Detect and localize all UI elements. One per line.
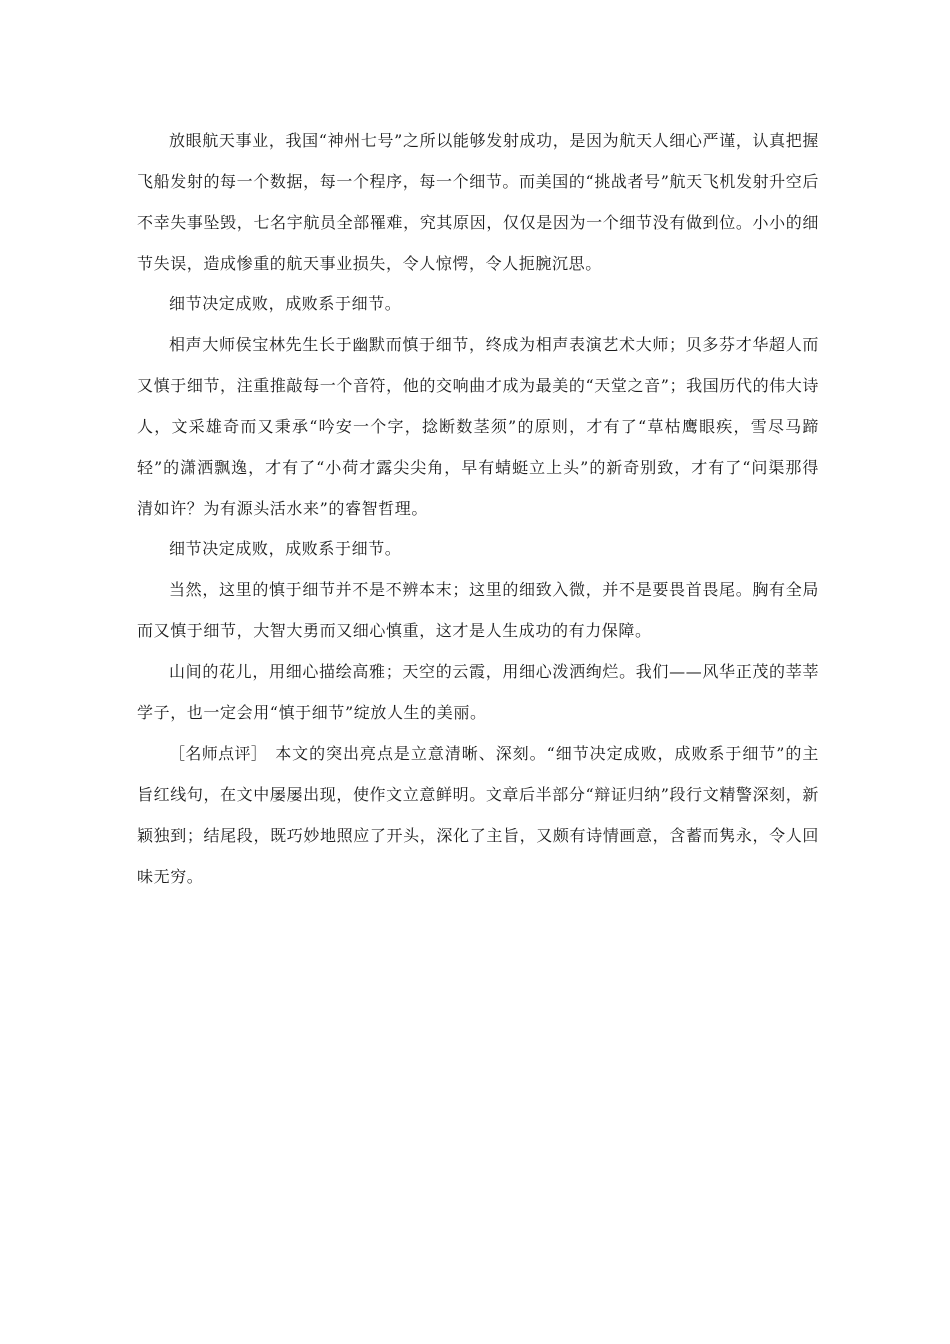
paragraph-conclusion: 山间的花儿，用细心描绘高雅；天空的云霞，用细心泼洒绚烂。我们——风华正茂的莘莘学子，也一定会用“慎于细节”绽放人生的美丽。 bbox=[137, 662, 819, 722]
paragraph-theme-sentence-2: 细节决定成败，成败系于细节。 bbox=[169, 539, 402, 558]
essay-body bbox=[137, 120, 819, 897]
paragraph-dialectical-summary: 当然，这里的慎于细节并不是不辨本末；这里的细致入微，并不是要畏首畏尾。胸有全局而又慎于细节，大智大勇而又细心慎重，这才是人生成功的有力保障。 bbox=[137, 580, 819, 640]
paragraph-space-industry: 放眼航天事业，我国“神州七号”之所以能够发射成功，是因为航天人细心严谨，认真把握飞船发射的每一个数据，每一个程序，每一个细节。而美国的“挑战者号”航天飞机发射升空后不幸失事坠毁，七名宇航员全部罹难，究其原因，仅仅是因为一个细节没有做到位。小小的细节失误，造成惨重的航天事业损失，令人惊愕，令人扼腕沉思。 bbox=[137, 131, 819, 273]
teacher-comment bbox=[137, 733, 819, 897]
teacher-comment-text: 本文的突出亮点是立意清晰、深刻。“细节决定成败，成败系于细节”的主旨红线句，在文中屡屡出现，使作文立意鲜明。文章后半部分“辩证归纳”段行文精警深刻，新颖独到；结尾段，既巧妙地照应了开头，深化了主旨，又颇有诗情画意，含蓄而隽永，令人回味无穷。 bbox=[137, 744, 819, 886]
paragraph-theme-sentence-1: 细节决定成败，成败系于细节。 bbox=[169, 294, 402, 313]
paragraph-masters-examples: 相声大师侯宝林先生长于幽默而慎于细节，终成为相声表演艺术大师；贝多芬才华超人而又慎于细节，注重推敲每一个音符，他的交响曲才成为最美的“天堂之音”；我国历代的伟大诗人，文采雄奇而又秉承“吟安一个字，捻断数茎须”的原则，才有了“草枯鹰眼疾，雪尽马蹄轻”的潇洒飘逸，才有了“小荷才露尖尖角，早有蜻蜓立上头”的新奇别致，才有了“问渠那得清如许？为有源头活水来”的睿智哲理。 bbox=[137, 335, 819, 518]
teacher-comment-tag: ［名师点评］ bbox=[169, 744, 268, 763]
